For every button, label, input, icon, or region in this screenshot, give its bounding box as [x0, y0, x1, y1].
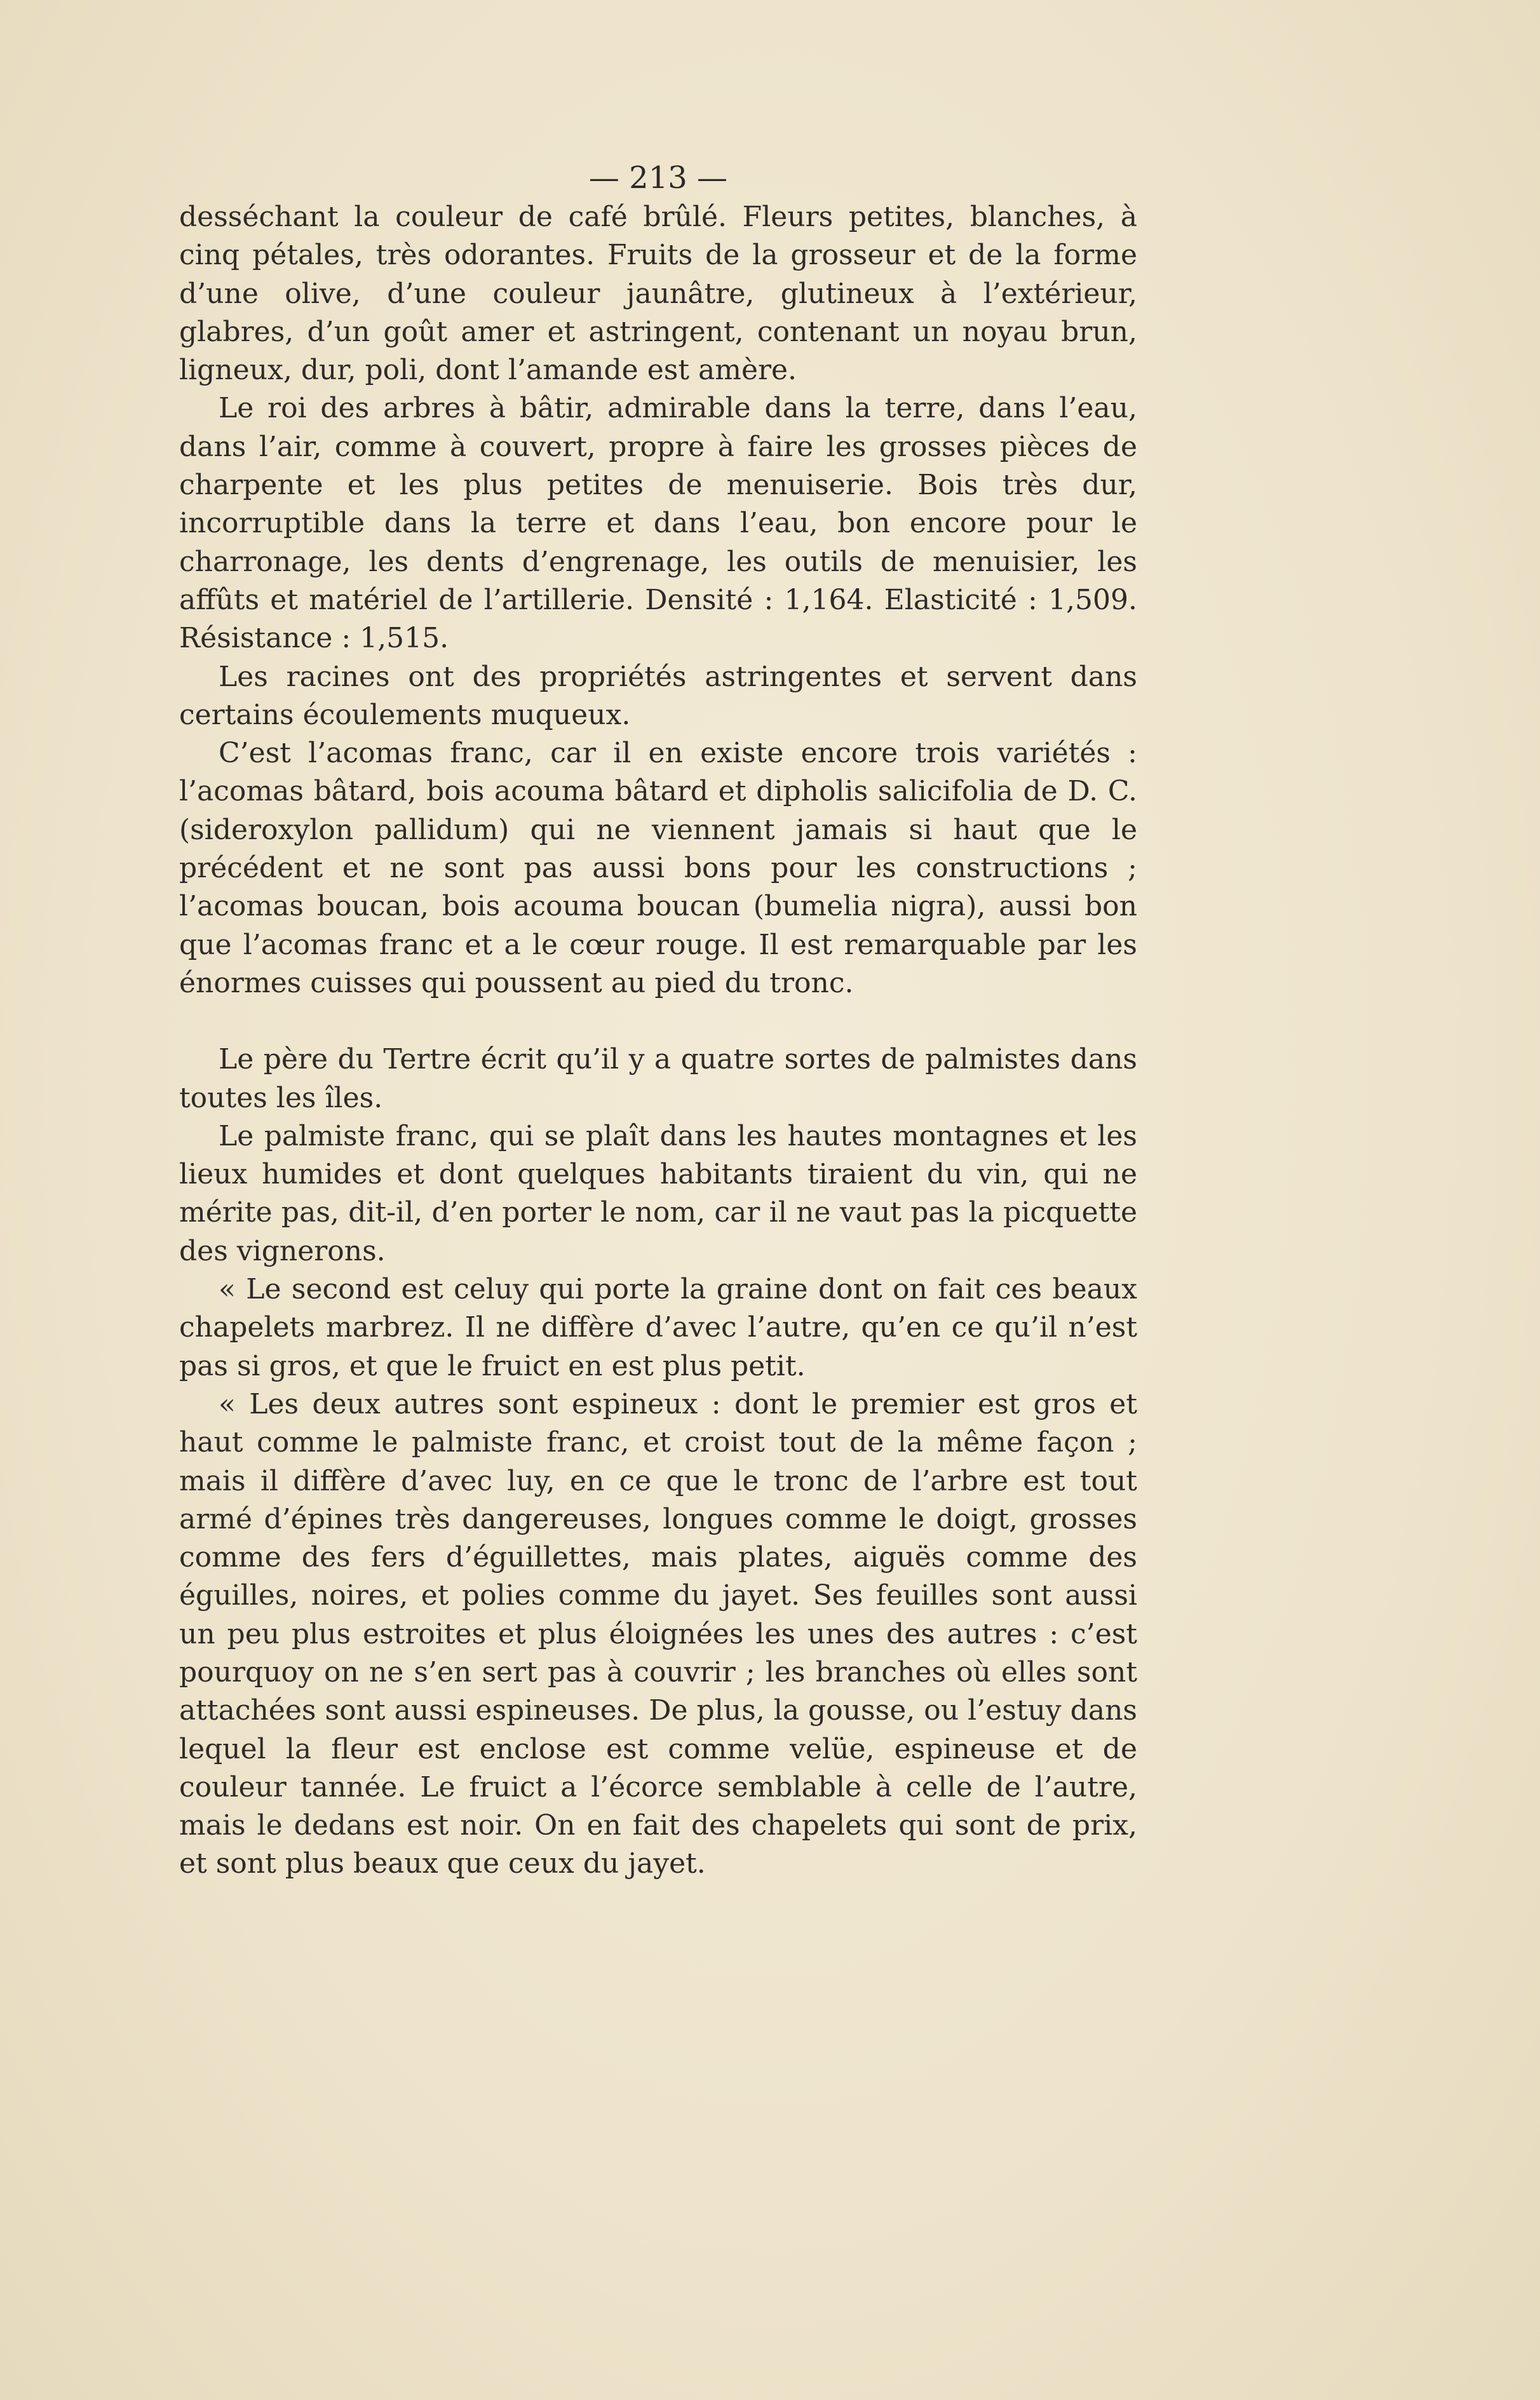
page-number: — 213 — [588, 160, 728, 196]
paragraph: Les racines ont des propriétés astringentes et servent dans certains écoulements muqueux. [179, 660, 1137, 731]
paragraph: « Le second est celuy qui porte la graine dont on fait ces beaux chapelets marbrez. Il ne diffère d’avec l’autre, qu’en ce qu’il n’est pas si gros, et que le fruict en est plus petit. [179, 1273, 1137, 1382]
paragraph: Le palmiste franc, qui se plaît dans les hautes montagnes et les lieux humides et dont quelques habitants tiraient du vin, qui ne mérite pas, dit-il, d’en porter le nom, car il ne vaut pas la picquette des vignerons. [179, 1119, 1137, 1267]
paragraph: Le père du Tertre écrit qu’il y a quatre sortes de palmistes dans toutes les îles. [179, 1043, 1137, 1114]
section-gap [179, 1002, 1137, 1041]
paragraph: Le roi des arbres à bâtir, admirable dans la terre, dans l’eau, dans l’air, comme à couvert, propre à faire les grosses pièces de charpente et les plus petites de menuiserie. Bois très dur, incorruptible dans la terre et dans l’eau, bon encore pour le charronage, les dents d’engrenage, les outils de menuisier, les affûts et matériel de l’artillerie. Densité : 1,164. Elasticité : 1,509. Résistance : 1,515. [179, 392, 1137, 655]
paragraph: C’est l’acomas franc, car il en existe encore trois variétés : l’acomas bâtard, bois acouma bâtard et dipholis salicifolia de D. C. (sideroxylon pallidum) qui ne viennent jamais si haut que le précédent et ne sont pas aussi bons pour les constructions ; l’acomas boucan, bois acouma boucan (bumelia nigra), aussi bon que l’acomas franc et a le cœur rouge. Il est remarquable par les énormes cuisses qui poussent au pied du tronc. [179, 737, 1137, 999]
paragraph: « Les deux autres sont espineux : dont le premier est gros et haut comme le palmiste franc, et croist tout de la même façon ; mais il diffère d’avec luy, en ce que le tronc de l’arbre est tout armé d’épines très dangereuses, longues comme le doigt, grosses comme des fers d’éguillettes, mais plates, aiguës comme des éguilles, noires, et polies comme du jayet. Ses feuilles sont aussi un peu plus estroites et plus éloignées les unes des autres : c’est pourquoy on ne s’en sert pas à couvrir ; les branches où elles sont attachées sont aussi espineuses. De plus, la gousse, ou l’estuy dans lequel la fleur est enclose est comme velüe, espineuse et de couleur tannée. Le fruict a l’écorce semblable à celle de l’autre, mais le dedans est noir. On en fait des chapelets qui sont de prix, et sont plus beaux que ceux du jayet. [179, 1387, 1137, 1880]
paragraph: desséchant la couleur de café brûlé. Fleurs petites, blanches, à cinq pétales, très odorantes. Fruits de la grosseur et de la forme d’une olive, d’une couleur jaunâtre, glutineux à l’extérieur, glabres, d’un goût amer et astringent, contenant un noyau brun, ligneux, dur, poli, dont l’amande est amère. [179, 201, 1137, 387]
page-text [179, 159, 1137, 1884]
